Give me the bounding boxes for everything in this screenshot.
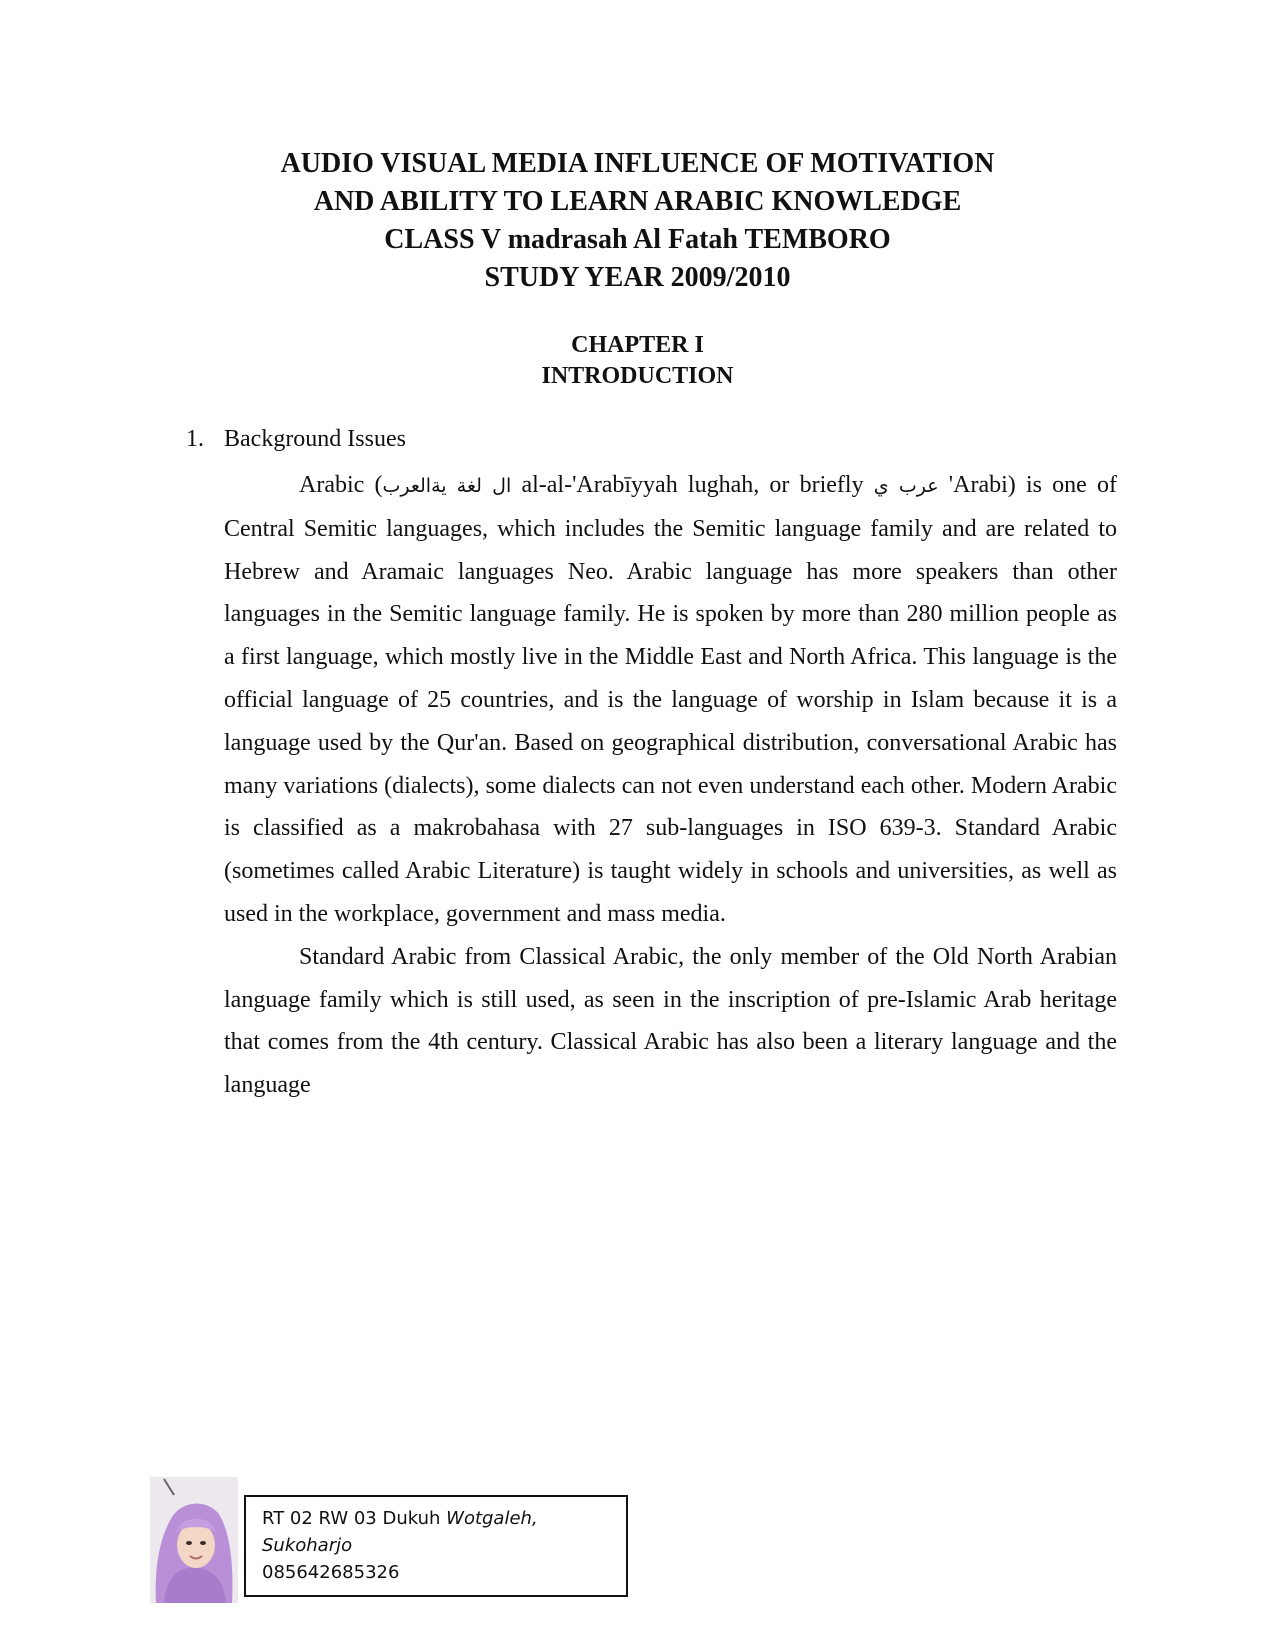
document-title <box>0 145 1275 297</box>
paragraph-1-transliteration: al-al-'Arabīyyah lughah, or briefly <box>511 472 874 498</box>
paragraph-1 <box>224 464 1117 936</box>
section-title: Background Issues <box>224 426 406 452</box>
contact-box <box>244 1495 628 1597</box>
title-line-1: AUDIO VISUAL MEDIA INFLUENCE OF MOTIVATION <box>280 148 995 179</box>
address-city: Sukoharjo <box>262 1535 353 1556</box>
chapter-heading <box>0 330 1275 392</box>
title-line-2: AND ABILITY TO LEARN ARABIC KNOWLEDGE <box>313 186 962 217</box>
section-heading <box>186 424 406 454</box>
title-line-4: STUDY YEAR 2009/2010 <box>484 262 791 293</box>
title-line-3: CLASS V madrasah Al Fatah TEMBORO <box>384 224 891 255</box>
arabic-short-text: عرب ي <box>873 475 939 497</box>
chapter-title: INTRODUCTION <box>541 363 734 389</box>
paragraph-1-rest: 'Arabi) is one of Central Semitic languages, which includes the Semitic language family and are related to Hebrew and Aramaic languages Neo. Arabic language has more speakers than other languages in the Semitic language family. He is spoken by more than 280 million people as a first language, which mostly live in the Middle East and North Africa. This language is the official language of 25 countries, and is the language of worship in Islam because it is a language used by the Qur'an. Based on geographical distribution, conversational Arabic has many variations (dialects), some dialects can not even understand each other. Modern Arabic is classified as a makrobahasa with 27 sub-languages in ISO 639-3. Standard Arabic (sometimes called Arabic Literature) is taught widely in schools and universities, as well as used in the workplace, government and mass media. <box>224 472 1118 927</box>
phone-number: 085642685326 <box>262 1562 400 1583</box>
address-place: Wotgaleh, <box>446 1508 538 1529</box>
address-street: RT 02 RW 03 Dukuh <box>262 1508 447 1529</box>
footer <box>150 1477 630 1605</box>
paragraph-2: Standard Arabic from Classical Arabic, the only member of the Old North Arabian language family which is still used, as seen in the inscription of pre-Islamic Arab heritage that comes from the 4th century. Classical Arabic has also been a literary language and the language <box>224 943 1117 1099</box>
chapter-number: CHAPTER I <box>571 332 704 358</box>
author-photo-image <box>150 1477 238 1603</box>
author-photo <box>150 1477 238 1603</box>
body-text <box>224 464 1117 1107</box>
address-line <box>262 1505 626 1532</box>
arabic-name-text: ال لغة يةالعرب <box>382 475 512 497</box>
paragraph-1-lead: Arabic ( <box>299 472 383 498</box>
section-number: 1. <box>186 426 204 452</box>
